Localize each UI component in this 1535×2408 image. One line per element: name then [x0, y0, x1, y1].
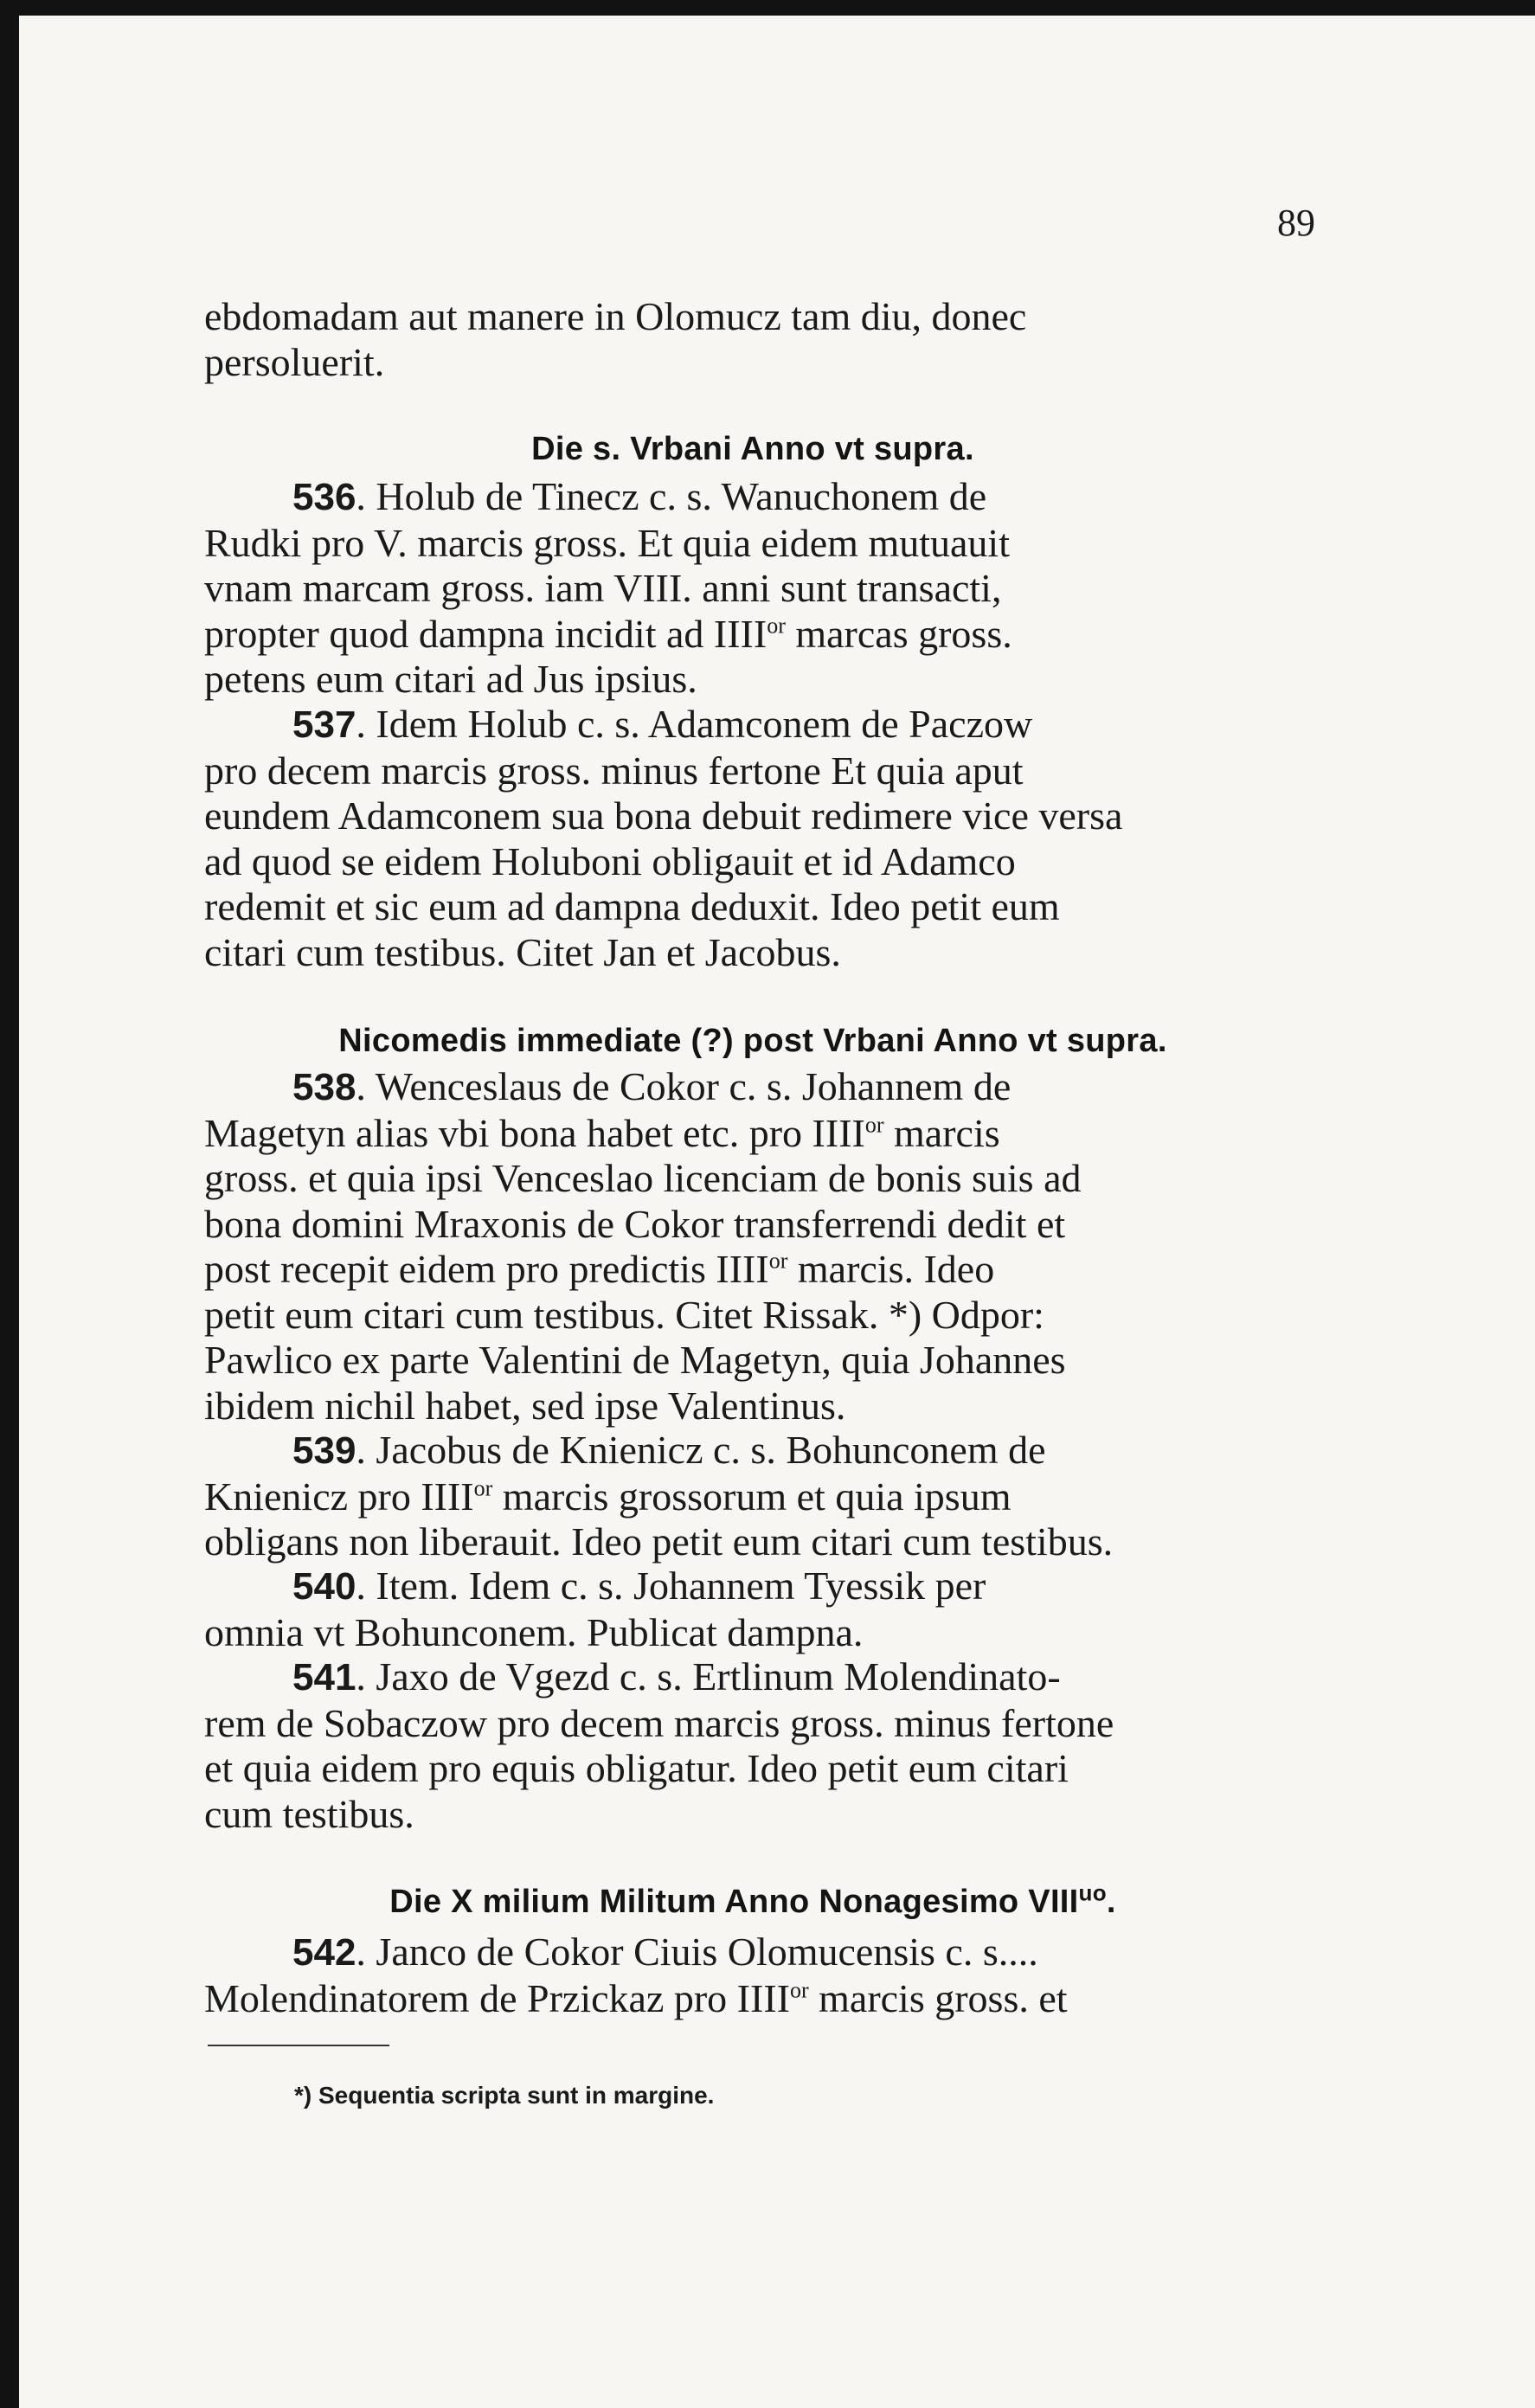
- text-line: post recepit eidem pro predictis $IIII^{or}$ marcis. Ideo: [204, 1247, 995, 1291]
- text-line: propter quod dampna incidit ad $IIII^{or}$ marcas gross.: [204, 611, 1012, 656]
- entry-number: 540: [292, 1565, 356, 1608]
- text-line: gross. et quia ipsi Venceslao licenciam de bonis suis ad: [204, 1156, 1082, 1200]
- entry-number: 536: [292, 476, 356, 518]
- entry-first-line: 537. Idem Holub c. s. Adamconem de Paczow: [292, 702, 1033, 746]
- text-line: persoluerit.: [204, 339, 385, 384]
- entry-538: [204, 1064, 1301, 1429]
- entry-number: 537: [292, 703, 356, 746]
- text-line: ebdomadam aut manere in Olomucz tam diu, donec: [204, 294, 1027, 338]
- entry-number: 541: [292, 1656, 356, 1698]
- text-line: bona domini Mraxonis de Cokor transferrendi dedit et: [204, 1201, 1066, 1246]
- footnote-rule: [208, 2045, 389, 2046]
- entry-542: [204, 1930, 1301, 2021]
- footnote: *) Sequentia scripta sunt in margine.: [294, 2082, 715, 2109]
- text-line: eundem Adamconem sua bona debuit redimere vice versa: [204, 793, 1123, 838]
- text-line: pro decem marcis gross. minus fertone Et quia aput: [204, 748, 1024, 793]
- page-number: 89: [1277, 202, 1315, 244]
- section-heading: Die X milium Militum Anno Nonagesimo $VIII^{uo}$.: [389, 1879, 1116, 1920]
- entry-537: [204, 702, 1301, 975]
- text-line: Pawlico ex parte Valentini de Magetyn, quia Johannes: [204, 1338, 1066, 1382]
- entry-541: [204, 1654, 1301, 1837]
- text-line: petens eum citari ad Jus ipsius.: [204, 657, 697, 701]
- entry-536: [204, 474, 1301, 703]
- entry-first-line: 536. Holub de Tinecz c. s. Wanuchonem de: [292, 474, 987, 518]
- entry-540: [204, 1564, 1301, 1655]
- entry-first-line: 541. Jaxo de Vgezd c. s. Ertlinum Molendinato-: [292, 1654, 1061, 1698]
- entry-539: [204, 1428, 1301, 1565]
- entry-first-line: 538. Wenceslaus de Cokor c. s. Johannem de: [292, 1064, 1012, 1108]
- text-line: obligans non liberauit. Ideo petit eum citari cum testibus.: [204, 1519, 1114, 1564]
- section-heading: Nicomedis immediate (?) post Vrbani Anno vt supra.: [338, 1023, 1167, 1059]
- text-line: cum testibus.: [204, 1791, 414, 1836]
- text-line: rem de Sobaczow pro decem marcis gross. minus fertone: [204, 1700, 1114, 1745]
- text-line: Molendinatorem de Przickaz pro $IIII^{or}$ marcis gross. et: [204, 1975, 1068, 2020]
- text-line: ibidem nichil habet, sed ipse Valentinus.: [204, 1383, 846, 1428]
- text-line: ad quod se eidem Holuboni obligauit et id Adamco: [204, 838, 1016, 883]
- text-line: Knienicz pro $IIII^{or}$ marcis grossorum et quia ipsum: [204, 1474, 1012, 1519]
- section-heading: Die s. Vrbani Anno vt supra.: [531, 431, 974, 467]
- text-line: omnia vt Bohunconem. Publicat dampna.: [204, 1609, 864, 1654]
- scan-top-border: [0, 0, 1535, 16]
- entry-number: 542: [292, 1931, 356, 1974]
- entry-first-line: 540. Item. Idem c. s. Johannem Tyessik per: [292, 1564, 986, 1608]
- text-line: Rudki pro V. marcis gross. Et quia eidem mutuauit: [204, 520, 1010, 565]
- text-line: redemit et sic eum ad dampna deduxit. Ideo petit eum: [204, 884, 1060, 928]
- entry-number: 539: [292, 1429, 356, 1472]
- paragraph-continuation: [204, 294, 1301, 385]
- entry-first-line: 542. Janco de Cokor Ciuis Olomucensis c. s....: [292, 1930, 1038, 1974]
- scan-left-border: [0, 0, 19, 2408]
- text-line: citari cum testibus. Citet Jan et Jacobus.: [204, 929, 841, 974]
- entry-number: 538: [292, 1066, 356, 1108]
- entry-first-line: 539. Jacobus de Knienicz c. s. Bohunconem de: [292, 1428, 1046, 1472]
- text-line: Magetyn alias vbi bona habet etc. pro $IIII^{or}$ marcis: [204, 1110, 1000, 1155]
- text-line: et quia eidem pro equis obligatur. Ideo petit eum citari: [204, 1746, 1069, 1790]
- text-line: petit eum citari cum testibus. Citet Rissak. *) Odpor:: [204, 1292, 1044, 1337]
- text-line: vnam marcam gross. iam VIII. anni sunt transacti,: [204, 566, 1002, 610]
